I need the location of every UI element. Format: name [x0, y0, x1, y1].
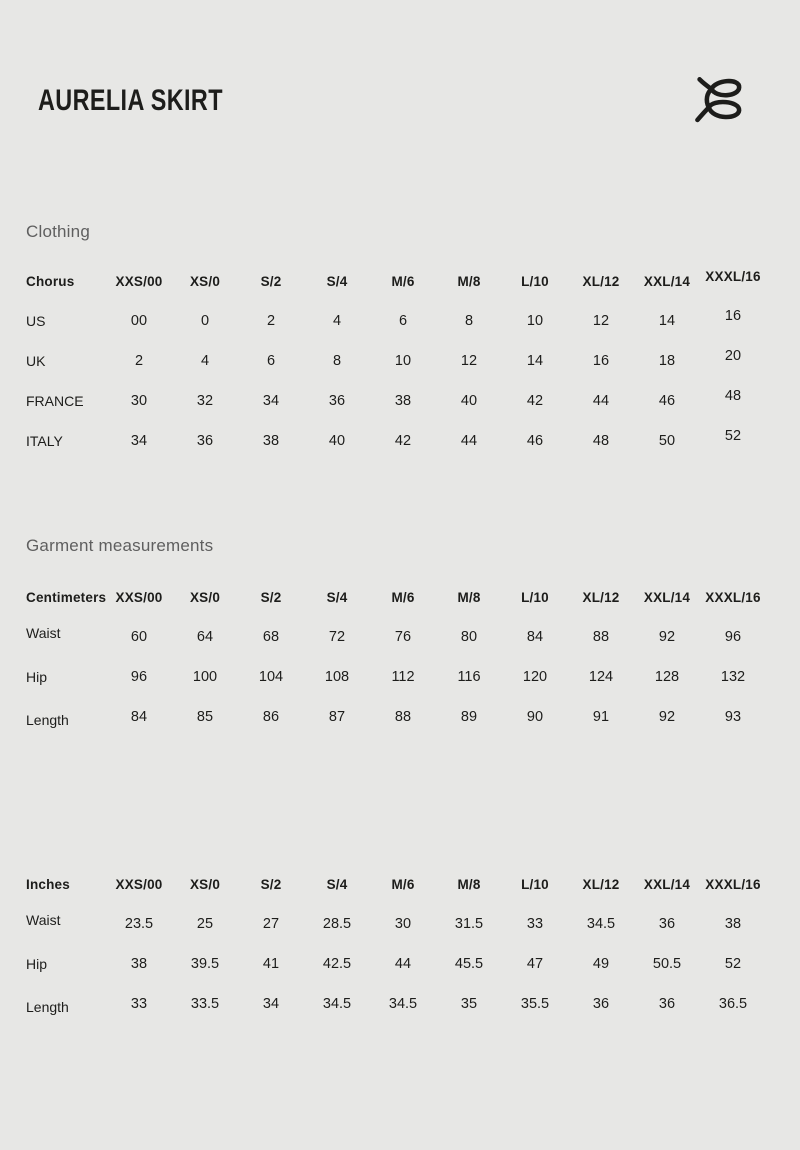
- value-cell: 34: [262, 996, 280, 1012]
- value-cell: 49: [592, 956, 610, 972]
- value-cell: 2: [134, 353, 144, 369]
- value-cell: 4: [332, 313, 342, 329]
- value-cell: 0: [200, 313, 210, 329]
- value-cell: 108: [324, 669, 350, 685]
- table-title-cell: Inches: [26, 876, 70, 892]
- table-row: [26, 944, 774, 984]
- table-row: [26, 984, 774, 1024]
- value-cell: 87: [328, 709, 346, 725]
- value-cell: 44: [394, 956, 412, 972]
- value-cell: 116: [457, 669, 481, 685]
- value-cell: 92: [658, 709, 676, 725]
- value-cell: 47: [526, 956, 544, 972]
- value-cell: 91: [592, 709, 610, 725]
- value-cell: 25: [196, 916, 214, 932]
- value-cell: 52: [724, 428, 742, 444]
- value-cell: 33: [526, 916, 544, 932]
- value-cell: 6: [266, 353, 276, 369]
- table-header-row: [26, 864, 774, 904]
- value-cell: 34.5: [586, 916, 616, 932]
- size-column-header: XXXL/16: [705, 589, 761, 605]
- value-cell: 60: [130, 629, 148, 645]
- value-cell: 88: [592, 629, 610, 645]
- clothing-section-heading: Clothing: [26, 222, 90, 241]
- value-cell: 34.5: [388, 996, 418, 1012]
- clothing-size-table: [26, 261, 774, 461]
- value-cell: 31.5: [454, 916, 484, 932]
- value-cell: 14: [658, 313, 676, 329]
- value-cell: 93: [724, 709, 742, 725]
- value-cell: 35.5: [520, 996, 550, 1012]
- value-cell: 64: [196, 629, 214, 645]
- value-cell: 36: [328, 393, 346, 409]
- value-cell: 80: [460, 629, 478, 645]
- value-cell: 42: [526, 393, 544, 409]
- value-cell: 89: [460, 709, 478, 725]
- row-label: Hip: [26, 956, 48, 972]
- size-column-header: XXL/14: [643, 589, 691, 605]
- row-label: ITALY: [26, 433, 63, 449]
- value-cell: 16: [724, 308, 742, 324]
- value-cell: 36: [658, 996, 676, 1012]
- size-column-header: L/10: [521, 589, 549, 605]
- table-header-row: [26, 577, 774, 617]
- value-cell: 120: [522, 669, 548, 685]
- value-cell: 28.5: [322, 916, 352, 932]
- value-cell: 84: [526, 629, 544, 645]
- value-cell: 8: [332, 353, 342, 369]
- size-column-header: S/2: [260, 273, 282, 289]
- brand-squiggle-logo-icon: [692, 74, 744, 128]
- garment-measurements-section-heading: Garment measurements: [26, 536, 214, 555]
- value-cell: 14: [526, 353, 544, 369]
- value-cell: 50: [658, 433, 676, 449]
- value-cell: 92: [658, 629, 676, 645]
- value-cell: 90: [526, 709, 544, 725]
- size-column-header: S/4: [326, 273, 348, 289]
- value-cell: 36: [658, 916, 676, 932]
- page-title: AURELIA SKIRT: [38, 84, 223, 117]
- size-column-header: XXXL/16: [705, 268, 761, 284]
- table-row: [26, 617, 774, 657]
- value-cell: 34: [262, 393, 280, 409]
- value-cell: 10: [526, 313, 544, 329]
- value-cell: 45.5: [454, 956, 484, 972]
- value-cell: 8: [464, 313, 474, 329]
- value-cell: 30: [394, 916, 412, 932]
- value-cell: 10: [394, 353, 412, 369]
- value-cell: 35: [460, 996, 478, 1012]
- value-cell: 46: [658, 393, 676, 409]
- value-cell: 96: [130, 669, 148, 685]
- value-cell: 38: [724, 916, 742, 932]
- size-column-header: L/10: [521, 876, 549, 892]
- value-cell: 48: [592, 433, 610, 449]
- value-cell: 84: [130, 709, 148, 725]
- value-cell: 32: [196, 393, 214, 409]
- value-cell: 40: [460, 393, 478, 409]
- value-cell: 23.5: [124, 916, 154, 932]
- size-column-header: XXS/00: [115, 876, 163, 892]
- size-column-header: XXS/00: [115, 273, 163, 289]
- value-cell: 132: [720, 669, 746, 685]
- value-cell: 12: [592, 313, 610, 329]
- value-cell: 20: [724, 348, 742, 364]
- row-label: FRANCE: [26, 393, 84, 409]
- row-label: Length: [26, 712, 69, 728]
- value-cell: 44: [592, 393, 610, 409]
- row-label: Waist: [26, 625, 61, 641]
- value-cell: 96: [724, 629, 742, 645]
- size-column-header: M/8: [457, 589, 481, 605]
- value-cell: 38: [394, 393, 412, 409]
- centimeters-measurements-table: [26, 577, 774, 737]
- value-cell: 52: [724, 956, 742, 972]
- table-row: [26, 421, 774, 461]
- value-cell: 30: [130, 393, 148, 409]
- value-cell: 00: [130, 313, 148, 329]
- value-cell: 36: [592, 996, 610, 1012]
- value-cell: 76: [394, 629, 412, 645]
- size-column-header: M/8: [457, 876, 481, 892]
- size-column-header: XXL/14: [643, 273, 691, 289]
- value-cell: 33: [130, 996, 148, 1012]
- value-cell: 40: [328, 433, 346, 449]
- value-cell: 42: [394, 433, 412, 449]
- table-row: [26, 657, 774, 697]
- size-column-header: XXXL/16: [705, 876, 761, 892]
- size-column-header: M/6: [391, 589, 415, 605]
- size-column-header: S/2: [260, 876, 282, 892]
- size-column-header: M/6: [391, 876, 415, 892]
- size-column-header: M/6: [391, 273, 415, 289]
- row-label: Hip: [26, 669, 48, 685]
- value-cell: 44: [460, 433, 478, 449]
- value-cell: 50.5: [652, 956, 682, 972]
- value-cell: 16: [592, 353, 610, 369]
- row-label: UK: [26, 353, 46, 369]
- value-cell: 85: [196, 709, 214, 725]
- value-cell: 6: [398, 313, 408, 329]
- value-cell: 38: [130, 956, 148, 972]
- inches-measurements-table: [26, 864, 774, 1024]
- value-cell: 38: [262, 433, 280, 449]
- size-column-header: XL/12: [582, 273, 620, 289]
- value-cell: 88: [394, 709, 412, 725]
- row-label: US: [26, 313, 46, 329]
- table-header-row: [26, 261, 774, 301]
- value-cell: 68: [262, 629, 280, 645]
- row-label: Length: [26, 999, 69, 1015]
- row-label: Waist: [26, 912, 61, 928]
- value-cell: 41: [262, 956, 280, 972]
- size-column-header: XS/0: [189, 273, 221, 289]
- value-cell: 104: [258, 669, 284, 685]
- value-cell: 86: [262, 709, 280, 725]
- value-cell: 42.5: [322, 956, 352, 972]
- value-cell: 27: [262, 916, 280, 932]
- table-row: [26, 381, 774, 421]
- value-cell: 124: [588, 669, 614, 685]
- size-column-header: S/2: [260, 589, 282, 605]
- size-column-header: XS/0: [189, 589, 221, 605]
- value-cell: 100: [192, 669, 218, 685]
- value-cell: 72: [328, 629, 346, 645]
- value-cell: 128: [654, 669, 680, 685]
- value-cell: 34.5: [322, 996, 352, 1012]
- table-title-cell: Chorus: [26, 273, 75, 289]
- table-title-cell: Centimeters: [26, 589, 107, 605]
- size-column-header: XL/12: [582, 876, 620, 892]
- size-column-header: XL/12: [582, 589, 620, 605]
- value-cell: 4: [200, 353, 210, 369]
- size-column-header: XXS/00: [115, 589, 163, 605]
- value-cell: 48: [724, 388, 742, 404]
- value-cell: 36: [196, 433, 214, 449]
- table-row: [26, 301, 774, 341]
- value-cell: 12: [460, 353, 478, 369]
- value-cell: 39.5: [190, 956, 220, 972]
- size-column-header: M/8: [457, 273, 481, 289]
- value-cell: 2: [266, 313, 276, 329]
- table-row: [26, 904, 774, 944]
- table-row: [26, 697, 774, 737]
- table-row: [26, 341, 774, 381]
- value-cell: 46: [526, 433, 544, 449]
- size-column-header: L/10: [521, 273, 549, 289]
- value-cell: 33.5: [190, 996, 220, 1012]
- size-column-header: XS/0: [189, 876, 221, 892]
- size-column-header: S/4: [326, 589, 348, 605]
- size-column-header: XXL/14: [643, 876, 691, 892]
- size-column-header: S/4: [326, 876, 348, 892]
- value-cell: 18: [658, 353, 676, 369]
- value-cell: 112: [391, 669, 415, 685]
- value-cell: 34: [130, 433, 148, 449]
- value-cell: 36.5: [718, 996, 748, 1012]
